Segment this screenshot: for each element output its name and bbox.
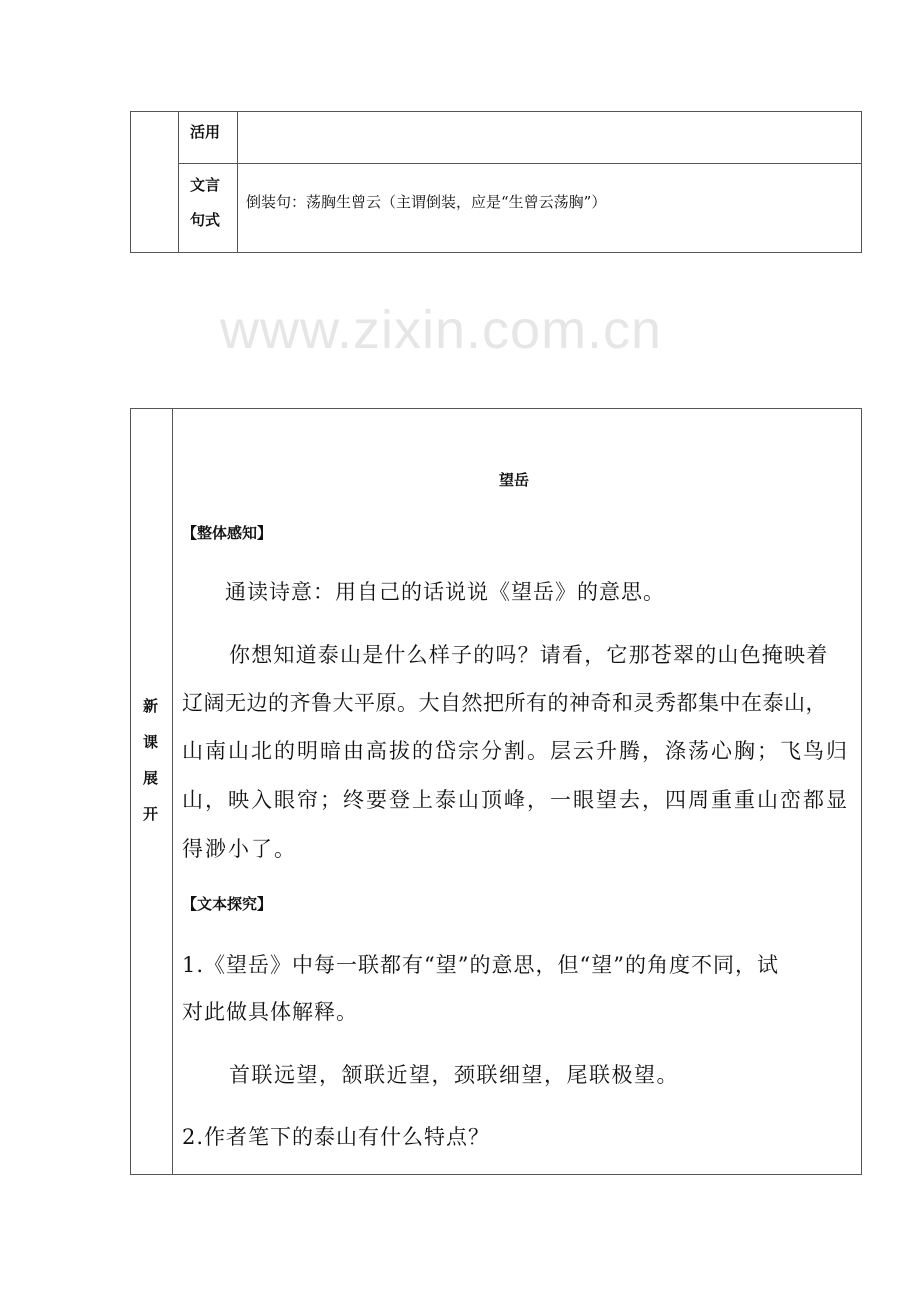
table-border xyxy=(130,252,862,253)
task-text: 通读诗意：用自己的话说说《望岳》的意思。 xyxy=(225,580,665,604)
side-label: 新 xyxy=(143,697,159,715)
table-border xyxy=(130,408,131,1175)
question-line: 1.《望岳》中每一联都有“望”的意思，但“望”的角度不同，试 xyxy=(182,953,779,977)
side-label: 展 xyxy=(143,769,159,787)
section-heading: 【文本探究】 xyxy=(182,895,273,913)
question-line: 对此做具体解释。 xyxy=(182,1000,358,1024)
question-line: 2.作者笔下的泰山有什么特点？ xyxy=(182,1125,491,1149)
side-label: 课 xyxy=(143,733,159,751)
paragraph-line: 山，映入眼帘；终要登上泰山顶峰，一眼望去，四周重重山峦都显 xyxy=(182,788,849,812)
table-border xyxy=(178,163,862,164)
paragraph-line: 辽阔无边的齐鲁大平原。大自然把所有的神奇和灵秀都集中在泰山， xyxy=(182,691,827,715)
table-border xyxy=(861,408,862,1175)
watermark: www.zixin.com.cn xyxy=(220,300,663,360)
row-label-syntax: 句式 xyxy=(190,211,221,229)
table-border xyxy=(172,408,173,1175)
paragraph-line: 得渺小了。 xyxy=(182,837,297,861)
row-label-usage: 活用 xyxy=(190,123,221,141)
answer-text: 首联远望，颔联近望，颈联细望，尾联极望。 xyxy=(229,1063,679,1087)
table-border xyxy=(178,111,179,253)
section-heading: 【整体感知】 xyxy=(182,524,273,542)
table-border xyxy=(130,111,131,253)
paragraph-line: 山南山北的明暗由高拔的岱宗分割。层云升腾，涤荡心胸；飞鸟归 xyxy=(182,739,849,763)
poem-title: 望岳 xyxy=(499,471,530,489)
table-border xyxy=(130,408,862,409)
side-label: 开 xyxy=(143,805,159,823)
table-border xyxy=(237,111,238,253)
table-border xyxy=(130,111,862,112)
table-border xyxy=(130,1174,862,1175)
paragraph-line: 你想知道泰山是什么样子的吗？请看，它那苍翠的山色掩映着 xyxy=(229,643,829,667)
row-label-syntax: 文言 xyxy=(190,176,221,194)
table-border xyxy=(861,111,862,253)
row-content-syntax: 倒装句：荡胸生曾云（主谓倒装，应是“生曾云荡胸”） xyxy=(246,193,607,211)
